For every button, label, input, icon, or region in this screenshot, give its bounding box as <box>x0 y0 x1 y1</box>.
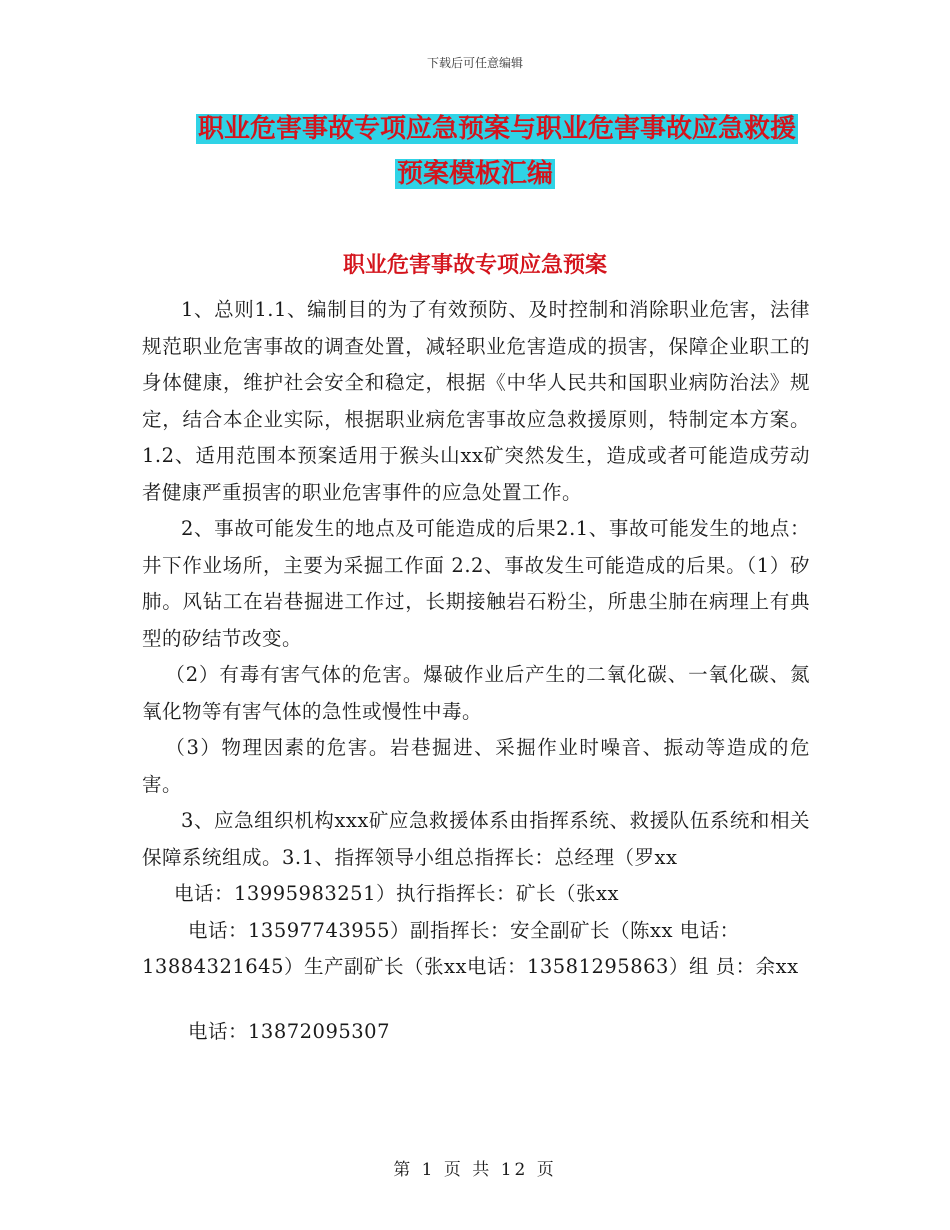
paragraph-toxic-gas: （2）有毒有害气体的危害。爆破作业后产生的二氧化碳、一氧化碳、氮氧化物等有害气体的急性或慢性中毒。 <box>142 663 810 723</box>
document-body <box>142 292 810 1050</box>
paragraph-emergency-organization: 3、应急组织机构xxx矿应急救援体系由指挥系统、救援队伍系统和相关保障系统组成。3.1、指挥领导小组总指挥长：总经理（罗xx <box>142 809 810 869</box>
contact-line-deputy: 电话：13597743955）副指挥长：安全副矿长（陈xx 电话： <box>188 918 740 942</box>
contact-line-production: 13884321645）生产副矿长（张xx电话：13581295863）组 员：余xx <box>142 955 799 978</box>
paragraph-general-provisions: 1、总则1.1、编制目的为了有效预防、及时控制和消除职业危害，法律规范职业危害事故的调查处置，减轻职业危害造成的损害，保障企业职工的身体健康，维护社会安全和稳定，根据《中华人民共和国职业病防治法》规定，结合本企业实际，根据职业病危害事故应急救援原则，特制定本方案。1.2、适用范围本预案适用于猴头山xx矿突然发生，造成或者可能造成劳动者健康严重损害的职业危害事件的应急处置工作。 <box>142 298 810 504</box>
paragraph-physical-factors: （3）物理因素的危害。岩巷掘进、采掘作业时噪音、振动等造成的危害。 <box>142 736 810 796</box>
contact-line-member: 电话：13872095307 <box>188 1019 390 1043</box>
spacer <box>142 986 810 1014</box>
section-title: 职业危害事故专项应急预案 <box>342 253 607 278</box>
header-note: 下载后可任意编辑 <box>426 56 523 70</box>
document-title-text-1: 职业危害事故专项应急预案与职业危害事故应急救援 <box>197 114 796 144</box>
document-title-text-2: 预案模板汇编 <box>396 159 553 189</box>
contact-line-executive: 电话：13995983251）执行指挥长：矿长（张xx <box>174 882 619 905</box>
document-title-line-1 <box>22 112 950 146</box>
paragraph-accident-locations: 2、事故可能发生的地点及可能造成的后果2.1、事故可能发生的地点：井下作业场所，主要为采掘工作面 2.2、事故发生可能造成的后果。（1）矽肺。风钻工在岩巷掘进工作过，长期接触岩石粉尘，所患尘肺在病理上有典型的矽结节改变。 <box>142 517 810 650</box>
page-footer: 第 1 页 共 12 页 <box>393 1160 557 1180</box>
document-title-line-2 <box>0 157 950 191</box>
